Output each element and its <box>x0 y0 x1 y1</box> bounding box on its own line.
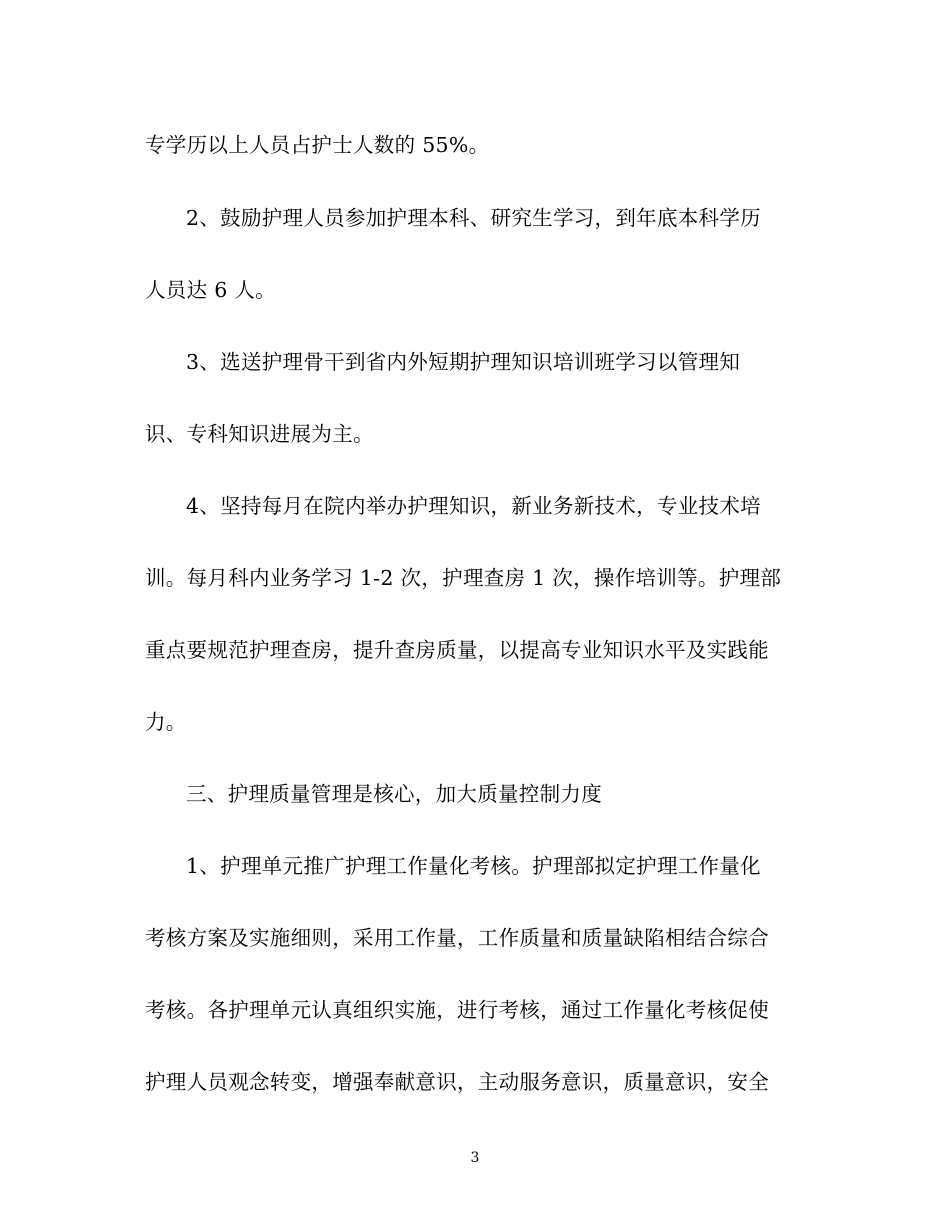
text-line: 4、坚持每月在院内举办护理知识，新业务新技术，专业技术培 <box>186 494 761 518</box>
text-line: 护理人员观念转变，增强奉献意识，主动服务意识，质量意识，安全 <box>145 1070 769 1094</box>
text-line: 训。每月科内业务学习 1-2 次，护理查房 1 次，操作培训等。护理部 <box>145 566 782 590</box>
text-line: 3、选送护理骨干到省内外短期护理知识培训班学习以管理知 <box>186 350 741 374</box>
text-line: 识、专科知识进展为主。 <box>145 422 374 446</box>
text-line: 三、护理质量管理是核心，加大质量控制力度 <box>186 782 602 806</box>
text-line: 力。 <box>145 710 187 734</box>
text-line: 2、鼓励护理人员参加护理本科、研究生学习，到年底本科学历 <box>186 206 761 230</box>
text-line: 1、护理单元推广护理工作量化考核。护理部拟定护理工作量化 <box>186 854 761 878</box>
text-line: 考核。各护理单元认真组织实施，进行考核，通过工作量化考核促使 <box>145 998 769 1022</box>
text-line: 考核方案及实施细则，采用工作量，工作质量和质量缺陷相结合综合 <box>145 926 769 950</box>
text-line: 重点要规范护理查房，提升查房质量，以提高专业知识水平及实践能 <box>145 638 769 662</box>
text-line: 专学历以上人员占护士人数的 55%。 <box>145 133 490 157</box>
text-line: 人员达 6 人。 <box>145 278 276 302</box>
page-number: 3 <box>470 1150 480 1166</box>
